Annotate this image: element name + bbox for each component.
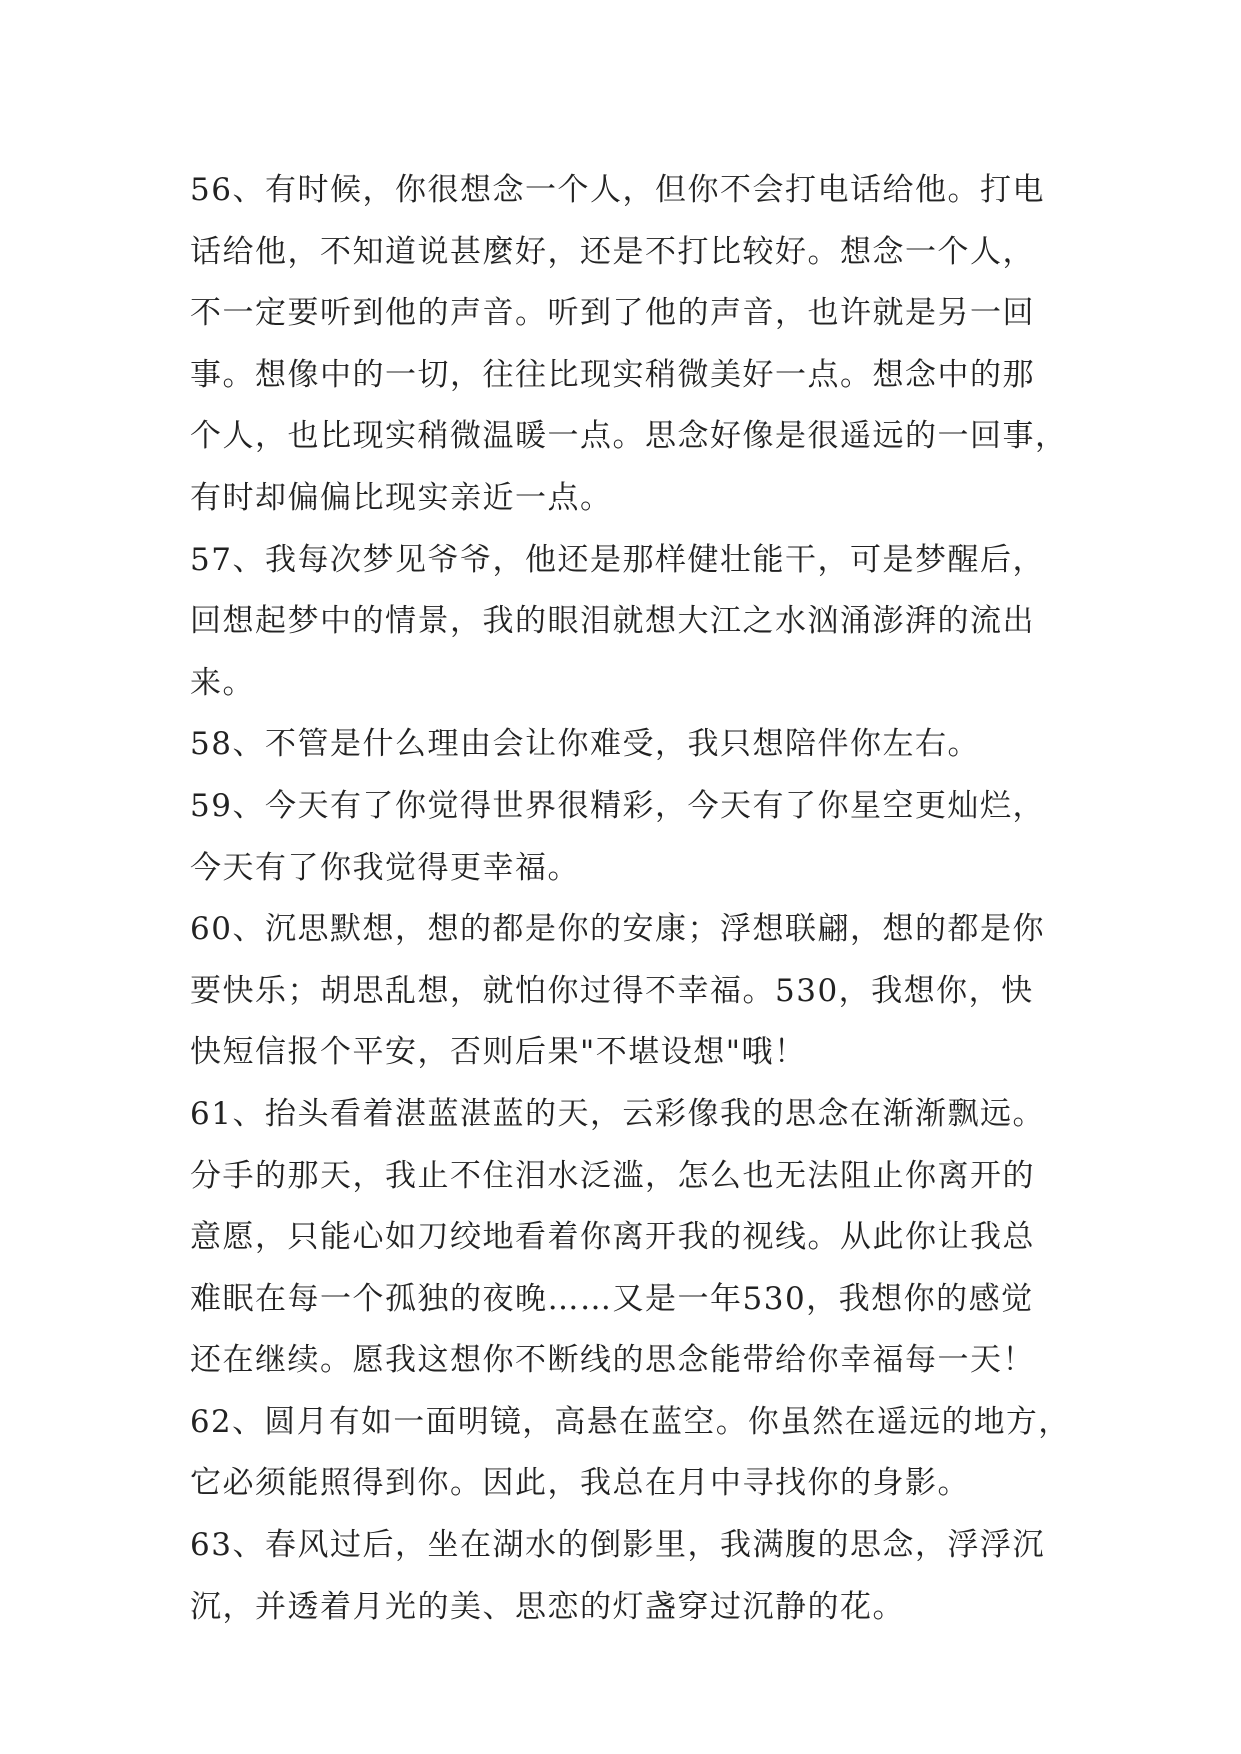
text-line: 分手的那天，我止不住泪水泛滥，怎么也无法阻止你离开的 [190, 1157, 1035, 1194]
text-line: 沉，并透着月光的美、思恋的灯盏穿过沉静的花。 [190, 1588, 905, 1625]
text-line: 61、抬头看着湛蓝湛蓝的天，云彩像我的思念在渐渐飘远。 [190, 1095, 1045, 1132]
text-line: 它必须能照得到你。因此，我总在月中寻找你的身影。 [190, 1465, 970, 1502]
document-body [190, 160, 1070, 1638]
text-line: 话给他，不知道说甚麼好，还是不打比较好。想念一个人， [190, 233, 1035, 270]
text-line: 回想起梦中的情景，我的眼泪就想大江之水汹涌澎湃的流出 [190, 603, 1035, 640]
text-line: 60、沉思默想，想的都是你的安康；浮想联翩，想的都是你 [190, 911, 1045, 948]
text-line: 63、春风过后，坐在湖水的倒影里，我满腹的思念，浮浮沉 [190, 1527, 1045, 1564]
text-line: 快短信报个平安，否则后果"不堪设想"哦！ [190, 1034, 807, 1071]
text-line: 还在继续。愿我这想你不断线的思念能带给你幸福每一天！ [190, 1342, 1035, 1379]
text-line: 58、不管是什么理由会让你难受，我只想陪伴你左右。 [190, 726, 980, 763]
text-line: 59、今天有了你觉得世界很精彩，今天有了你星空更灿烂， [190, 787, 1045, 824]
text-line: 难眠在每一个孤独的夜晚……又是一年530，我想你的感觉 [190, 1280, 1034, 1317]
text-line: 有时却偏偏比现实亲近一点。 [190, 479, 613, 516]
text-line: 不一定要听到他的声音。听到了他的声音，也许就是另一回 [190, 295, 1035, 332]
text-line: 今天有了你我觉得更幸福。 [190, 849, 580, 886]
text-line: 来。 [190, 664, 255, 701]
text-line: 56、有时候，你很想念一个人，但你不会打电话给他。打电 [190, 172, 1045, 208]
text-line: 57、我每次梦见爷爷，他还是那样健壮能干，可是梦醒后， [190, 541, 1045, 578]
text-line: 62、圆月有如一面明镜，高悬在蓝空。你虽然在遥远的地方， [190, 1403, 1071, 1440]
text-line: 要快乐；胡思乱想，就怕你过得不幸福。530，我想你，快 [190, 972, 1034, 1009]
text-line: 意愿，只能心如刀绞地看着你离开我的视线。从此你让我总 [190, 1219, 1035, 1256]
text-line: 个人，也比现实稍微温暖一点。思念好像是很遥远的一回事， [190, 418, 1068, 455]
text-line: 事。想像中的一切，往往比现实稍微美好一点。想念中的那 [190, 356, 1035, 393]
